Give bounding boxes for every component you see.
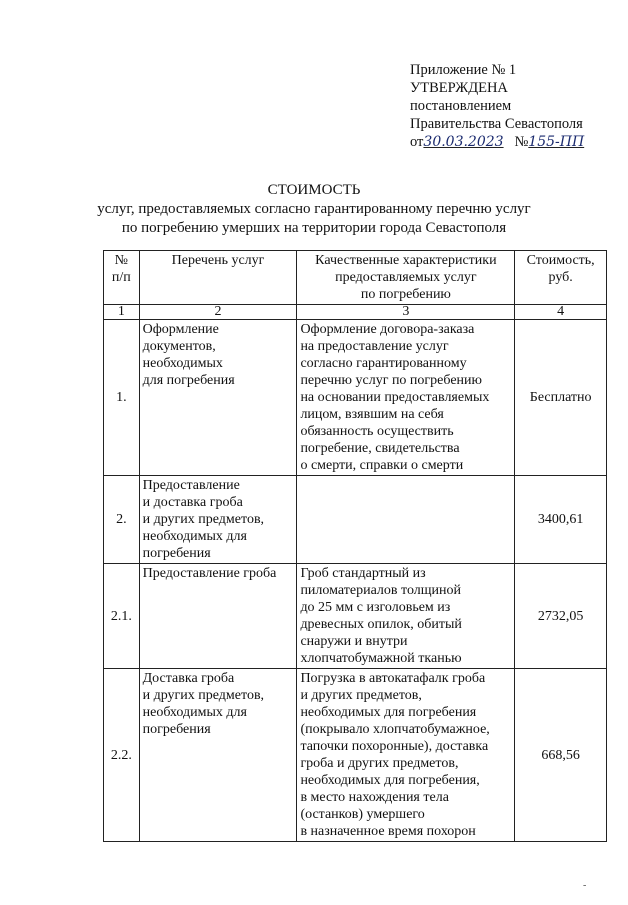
header-description: Качественные характеристики предоставляемых услуг по погребению — [297, 251, 515, 305]
row-number: 2.1. — [104, 564, 140, 669]
approved-label: УТВЕРЖДЕНА — [410, 80, 508, 96]
description-line: лицом, взявшим на себя — [300, 407, 444, 422]
service-line: и других предметов, — [142, 512, 265, 527]
government-label: Правительства Севастополя — [410, 116, 583, 132]
table-header-row — [104, 251, 607, 305]
column-number-4: 4 — [515, 305, 607, 320]
description-line: (покрывало хлопчатобумажное, — [300, 722, 490, 737]
column-number-2: 2 — [139, 305, 297, 320]
handwritten-number: 155-ПП — [528, 134, 585, 150]
service-line: и других предметов, — [142, 688, 265, 703]
resolution-label: постановлением — [410, 98, 512, 114]
description-line: и других предметов, — [300, 688, 422, 703]
service-name — [139, 320, 297, 476]
service-line: Доставка гроба — [142, 671, 235, 686]
service-line: Предоставление гроба — [142, 566, 277, 581]
title-heading: СТОИМОСТЬ — [267, 182, 361, 198]
service-line: Оформление — [142, 322, 219, 337]
service-line: необходимых — [142, 356, 223, 371]
service-line: погребения — [142, 722, 211, 737]
description-line: Оформление договора-заказа — [300, 322, 475, 337]
document-title — [0, 181, 628, 238]
description-line: Гроб стандартный из — [300, 566, 426, 581]
service-line: и доставка гроба — [142, 495, 243, 510]
row-number: 1. — [104, 320, 140, 476]
service-name — [139, 669, 297, 842]
service-description — [297, 476, 515, 564]
number-prefix: № — [514, 134, 529, 150]
service-name — [139, 564, 297, 669]
services-cost-table — [103, 250, 607, 842]
resolution-date-number — [410, 133, 584, 151]
column-numbers-row — [104, 305, 607, 320]
description-line: обязанность осуществить — [300, 424, 454, 439]
service-line: погребения — [142, 546, 211, 561]
table-row — [104, 669, 607, 842]
row-number: 2.2. — [104, 669, 140, 842]
description-line: согласно гарантированному — [300, 356, 467, 371]
description-line: пиломатериалов толщиной — [300, 583, 462, 598]
description-line: снаружи и внутри — [300, 634, 408, 649]
table-body — [104, 320, 607, 842]
service-line: Предоставление — [142, 478, 240, 493]
service-line: для погребения — [142, 373, 235, 388]
service-line: документов, — [142, 339, 216, 354]
table-row — [104, 564, 607, 669]
handwritten-date: 30.03.2023 — [423, 134, 504, 150]
header-number: № п/п — [104, 251, 140, 305]
description-line: необходимых для погребения, — [300, 773, 480, 788]
service-price: 3400,61 — [515, 476, 607, 564]
description-line: Погрузка в автокатафалк гроба — [300, 671, 486, 686]
description-line: погребение, свидетельства — [300, 441, 460, 456]
description-line: древесных опилок, обитый — [300, 617, 462, 632]
description-line: (останков) умершего — [300, 807, 425, 822]
column-number-3: 3 — [297, 305, 515, 320]
description-line: хлопчатобумажной тканью — [300, 651, 462, 666]
service-description — [297, 669, 515, 842]
approval-stamp — [410, 61, 584, 151]
service-description — [297, 564, 515, 669]
service-description — [297, 320, 515, 476]
appendix-number: Приложение № 1 — [410, 62, 517, 78]
service-line: необходимых для — [142, 529, 247, 544]
service-price: Бесплатно — [515, 320, 607, 476]
description-line: о смерти, справки о смерти — [300, 458, 464, 473]
service-price: 668,56 — [515, 669, 607, 842]
service-name — [139, 476, 297, 564]
description-line: перечню услуг по погребению — [300, 373, 482, 388]
header-price: Стоимость, руб. — [515, 251, 607, 305]
description-line: тапочки похоронные), доставка — [300, 739, 489, 754]
description-line: в место нахождения тела — [300, 790, 449, 805]
row-number: 2. — [104, 476, 140, 564]
table-row — [104, 476, 607, 564]
description-line: на предоставление услуг — [300, 339, 449, 354]
from-prefix: от — [410, 134, 424, 150]
title-subtitle-2: по погребению умерших на территории города Севастополя — [121, 220, 507, 236]
header-service: Перечень услуг — [139, 251, 297, 305]
service-line: необходимых для — [142, 705, 247, 720]
description-line: до 25 мм с изголовьем из — [300, 600, 451, 615]
description-line: гроба и других предметов, — [300, 756, 459, 771]
description-line: необходимых для погребения — [300, 705, 477, 720]
page-mark: - — [583, 880, 587, 891]
title-subtitle-1: услуг, предоставляемых согласно гарантированному перечню услуг — [97, 201, 531, 217]
table-row — [104, 320, 607, 476]
description-line: на основании предоставляемых — [300, 390, 490, 405]
column-number-1: 1 — [104, 305, 140, 320]
service-price: 2732,05 — [515, 564, 607, 669]
description-line: в назначенное время похорон — [300, 824, 476, 839]
